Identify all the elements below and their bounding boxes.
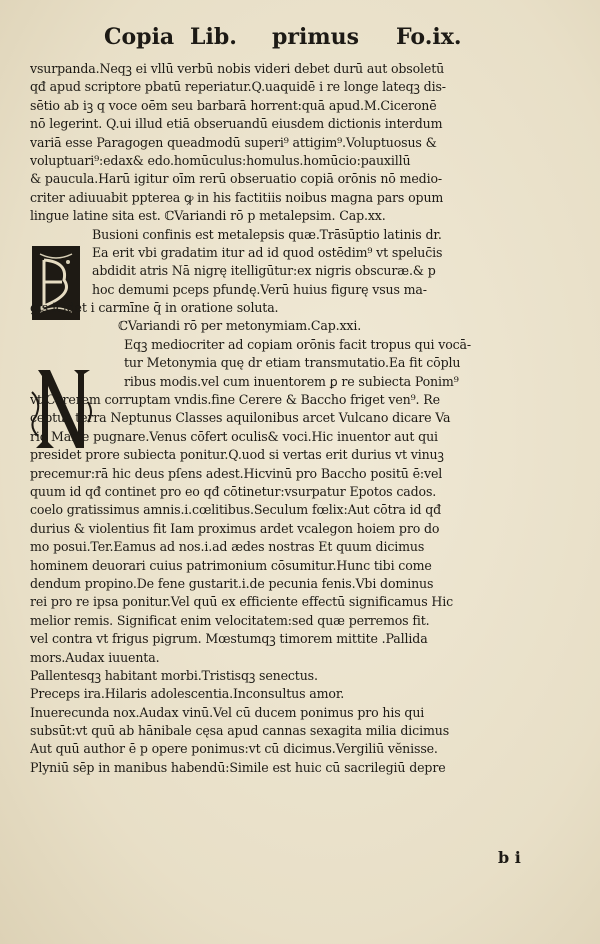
text-line: voluptuari⁹:edax& edo.homūculus:homulus.homūcio:pauxillū [30,152,411,168]
text-line: durius & violentius fit Iam proximus ardet vcalegon hoiem pro do [30,520,440,536]
text-line: Ea erit vbi gradatim itur ad id quod ostēdim⁹ vt speluc̄is [92,244,443,260]
text-line: vt Cererem corruptam vndis.fine Cerere & Baccho friget ven⁹. Re [30,392,440,408]
text-line: nō legerint. Q.ui illud etiā obseruandū eiusdem dictionis interdum [30,116,443,132]
body-text [30,60,578,777]
text-line: ceptus terra Neptunus Classes aquilonibus arcet Vulcano dicare Va [30,410,451,426]
signature-mark: b i [498,848,521,867]
text-line: gis icidet i carmīne q̄ in oratione soluta. [30,300,279,316]
text-line: vsurpanda.Neqꝫ ei vllū verbū nobis videri debet durū aut obsoletū [30,61,445,76]
text-line: Plyniū sēp in manibus habendū:Simile est huic cū sacrilegiū depre [30,759,446,775]
text-line: & paucula.Harū igitur oīm rerū obseruatio copiā orōnis nō medio- [30,171,443,187]
text-line: Busioni confinis est metalepsis quæ.Trāsūptio latinis dr. [92,226,442,242]
text-line: sētio ab iꝫ q voce oēm seu barbarā horrent:quā apud.M.Ciceronē [30,97,437,113]
text-line: Preceps ira.Hilaris adolescentia.Inconsultus amor. [30,686,345,702]
text-line: presidet prore subiecta ponitur.Q.uod si vertas erit durius vt vinuꝫ [30,447,444,463]
running-title-lib: Lib. [190,24,237,50]
text-line: abdidit atris Nā nigrę itelligūtur:ex nigris obscuræ.& p [92,263,436,279]
text-line: Pallentesqꝫ habitant morbi.Tristisqꝫ senectus. [30,667,318,683]
folio-number: Fo.ix. [396,24,462,50]
text-line: qđ apud scriptore pbatū reperiatur.Q.uaquidē i re longe lateqꝫ dis- [30,79,446,95]
text-line: Aut quū author ē p opere ponimus:vt cū dicimus.Vergiliū vĕnisse. [30,741,438,757]
text-line: subsūt:vt quū ab hānibale cęsa apud cannas sexagita milia dicimus [30,723,450,739]
text-line: hoc demumi pceps pfundę.Verū huius figurę vsus ma- [92,281,427,297]
text-line: criter adiuuabit ppterea ꝙ in his factitiis noibus magna pars opum [30,189,444,205]
text-line: hominem deuorari cuius patrimonium cōsumitur.Hunc tibi come [30,557,432,573]
text-line: coelo gratissimus amnis.i.cœlitibus.Seculum fœlix:Aut cōtra id qđ [30,502,442,518]
text-line: ribus modis.vel cum inuentorem ꝑ re subiecta Ponim⁹ [124,373,459,389]
text-line: mo posui.Ter.Eamus ad nos.i.ad ædes nostras Et quum dicimus [30,539,425,555]
page-header [0,20,600,56]
text-line: tur Metonymia quę dr etiam transmutatio.Ea fit cōplu [124,355,461,371]
chapter-heading-metalepsis: lingue latine sita est. ℂVariandi rō p metalepsim. Cap.xx. [30,208,386,224]
text-line: precemur:rā hic deus pſens adest.Hicvinū pro Baccho positū ē:vel [30,465,443,481]
text-line: quum id qđ continet pro eo qđ cōtinetur:vsurpatur Epotos cados. [30,483,437,499]
text-line: rio Marte pugnare.Venus cōfert oculis& voci.Hic inuentor aut qui [30,428,438,444]
chapter-heading-metonymia: ℂVariandi rō per metonymiam.Cap.xxi. [118,318,362,334]
text-line: Eqꝫ mediocriter ad copiam orōnis facit tropus qui vocā- [124,336,472,352]
text-line: dendum propino.De fene gustarit.i.de pecunia fenis.Vbi dominus [30,575,434,591]
text-line: vel contra vt frigus pigrum. Mœstumqꝫ timorem mittite .Pallida [30,631,428,647]
text-line: mors.Audax iuuenta. [30,649,160,665]
text-line: variā esse Paragogen queadmodū superi⁹ attigim⁹.Voluptuosus & [30,134,437,150]
text-line: Inuerecunda nox.Audax vinū.Vel cū ducem ponimus pro his qui [30,704,425,720]
text-line: melior remis. Significat enim velocitatem:sed quæ perremos fit. [30,612,430,628]
running-title-primus: primus [272,24,359,50]
running-title-copia: Copia [104,24,175,50]
text-line: rei pro re ipsa ponitur.Vel quū ex efficiente effectū significamus Hic [30,594,454,610]
